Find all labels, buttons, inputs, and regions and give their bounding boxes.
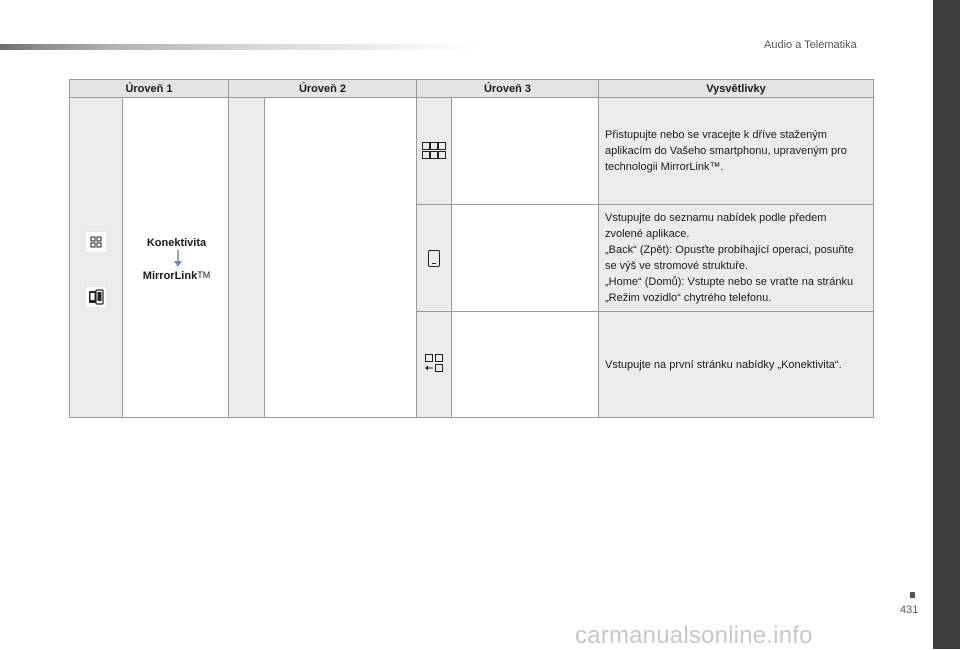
level3-label-cell-1: [451, 97, 599, 205]
page-number: 431: [900, 604, 919, 616]
explanation-cell-3: [598, 311, 874, 418]
connectivity-grid-icon: [85, 231, 107, 253]
explanation-cell-2: [598, 204, 874, 312]
mirrorlink-phone-icon: [85, 286, 107, 308]
column-header-level3: Úroveň 3: [416, 79, 599, 98]
level2-label-cell: [264, 97, 417, 418]
explanation-cell-1: [598, 97, 874, 205]
connectivity-label: Konektivita: [146, 237, 207, 249]
level3-icon-cell-2: [416, 204, 452, 312]
level1-label-cell: [122, 97, 229, 418]
column-header-explanation: Vysvětlivky: [598, 79, 874, 98]
section-title: Audio a Telematika: [764, 39, 857, 51]
level3-icon-cell-1: [416, 97, 452, 205]
level3-label-cell-3: [451, 311, 599, 418]
mirrorlink-label-text: MirrorLink: [142, 270, 198, 282]
trademark-mark: TM: [197, 270, 211, 280]
explanation-text-3: Vstupujte na první stránku nabídky „Konektivita“.: [605, 358, 842, 371]
column-header-level1-label: Úroveň 1: [69, 79, 229, 98]
side-tab-bar: [933, 0, 960, 649]
level1-icon-cell: [69, 97, 123, 418]
level2-icon-cell: [228, 97, 265, 418]
explanation-line-back: „Back“ (Zpět): Opusťte probíhající operaci, posuňte se výš ve stromové struktuře.: [605, 244, 854, 272]
explanation-text-2: [605, 210, 867, 306]
back-to-connectivity-icon: [425, 354, 443, 372]
apps-grid-icon: [422, 142, 446, 160]
explanation-line-app-menu: Vstupujte do seznamu nabídek podle předem zvolené aplikace.: [605, 212, 827, 240]
arrow-down-icon: [173, 250, 183, 268]
header-rule: [0, 44, 480, 50]
mirrorlink-label: [123, 270, 230, 282]
explanation-text-1: Přistupujte nebo se vracejte k dříve staženým aplikacím do Vašeho smartphonu, upraveným pro technologii MirrorLink™.: [605, 129, 847, 173]
explanation-line-home: „Home“ (Domů): Vstupte nebo se vraťte na stránku „Režim vozidlo“ chytrého telefonu.: [605, 276, 854, 304]
page-marker: [910, 592, 915, 598]
watermark-text: carmanualsonline.info: [575, 622, 813, 649]
column-header-level2: Úroveň 2: [228, 79, 417, 98]
menu-table: [69, 79, 874, 418]
smartphone-icon: [428, 250, 440, 267]
level3-label-cell-2: [451, 204, 599, 312]
level3-icon-cell-3: [416, 311, 452, 418]
